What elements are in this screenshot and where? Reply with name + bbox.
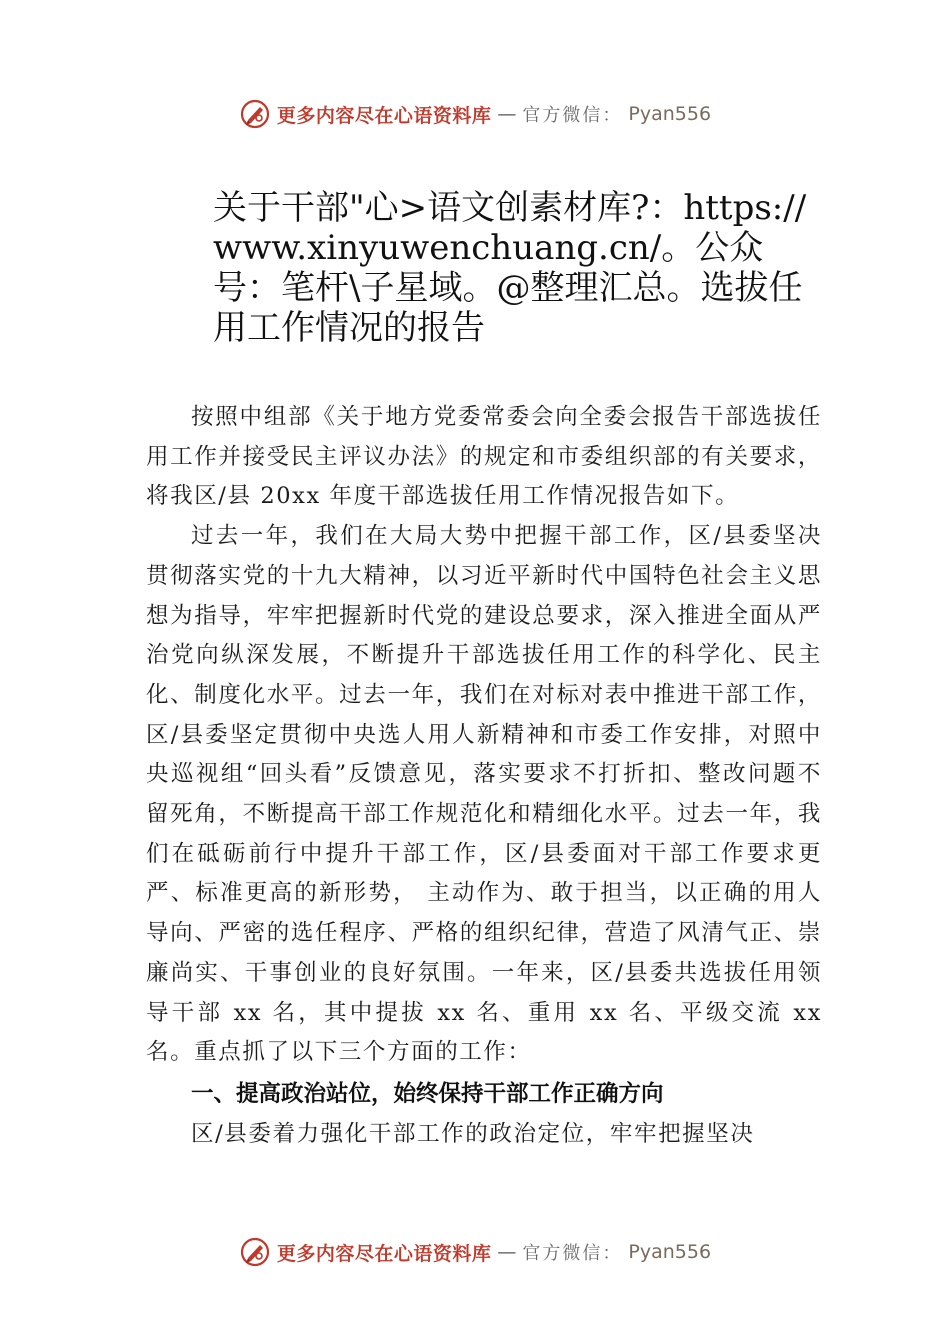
banner-main-text: 更多内容尽在心语资料库: [276, 104, 492, 127]
banner-label: 官方微信：: [522, 105, 623, 126]
section-paragraph: 区/县委着力强化干部工作的政治定位，牢牢把握坚决: [191, 1120, 755, 1147]
footer-banner: [0, 1232, 950, 1272]
section-heading: 一、提高政治站位，始终保持干部工作正确方向: [191, 1080, 664, 1107]
banner-dash: —: [497, 1241, 517, 1263]
banner-dash: —: [497, 103, 517, 125]
paragraph-2: 过去一年，我们在大局大势中把握干部工作，区/县委坚决贯彻落实党的十九大精神，以习近平新时代中国特色社会主义思想为指导，牢牢把握新时代党的建设总要求，深入推进全面从严治党向纵深发展，不断提升干部选拔任用工作的科学化、民主化、制度化水平。过去一年，我们在对标对表中推进干部工作，区/县委坚定贯彻中央选人用人新精神和市委工作安排，对照中央巡视组“回头看”反馈意见，落实要求不打折扣、整改问题不留死角，不断提高干部工作规范化和精细化水平。过去一年，我们在砥砺前行中提升干部工作，区/县委面对干部工作要求更严、标准更高的新形势， 主动作为、敢于担当，以正确的用人导向、严密的选任程序、严格的组织纪律，营造了风清气正、崇廉尚实、干事创业的良好氛围。一年来，区/县委共选拔任用领导干部 xx 名，其中提拔 xx 名、重用 xx 名、平级交流 xx 名。重点抓了以下三个方面的工作：: [146, 523, 822, 1066]
document-title: 关于干部"心>语文创素材库?：https://www.xinyuwenchuang.cn/。公众号：笔杆\子星域。@整理汇总。选拔任用工作情况的报告: [213, 188, 807, 348]
document-body: [146, 398, 822, 1155]
logo-icon: [239, 1236, 271, 1268]
banner-main-text: 更多内容尽在心语资料库: [276, 1242, 492, 1265]
logo-icon: [239, 98, 271, 130]
banner-wechat-id: Pyan556: [628, 103, 712, 125]
header-banner: [0, 94, 950, 134]
banner-wechat-id: Pyan556: [628, 1241, 712, 1263]
banner-label: 官方微信：: [522, 1243, 623, 1264]
paragraph-1: 按照中组部《关于地方党委常委会向全委会报告干部选拔任用工作并接受民主评议办法》的规定和市委组织部的有关要求，将我区/县 20xx 年度干部选拔任用工作情况报告如下。: [146, 404, 822, 510]
